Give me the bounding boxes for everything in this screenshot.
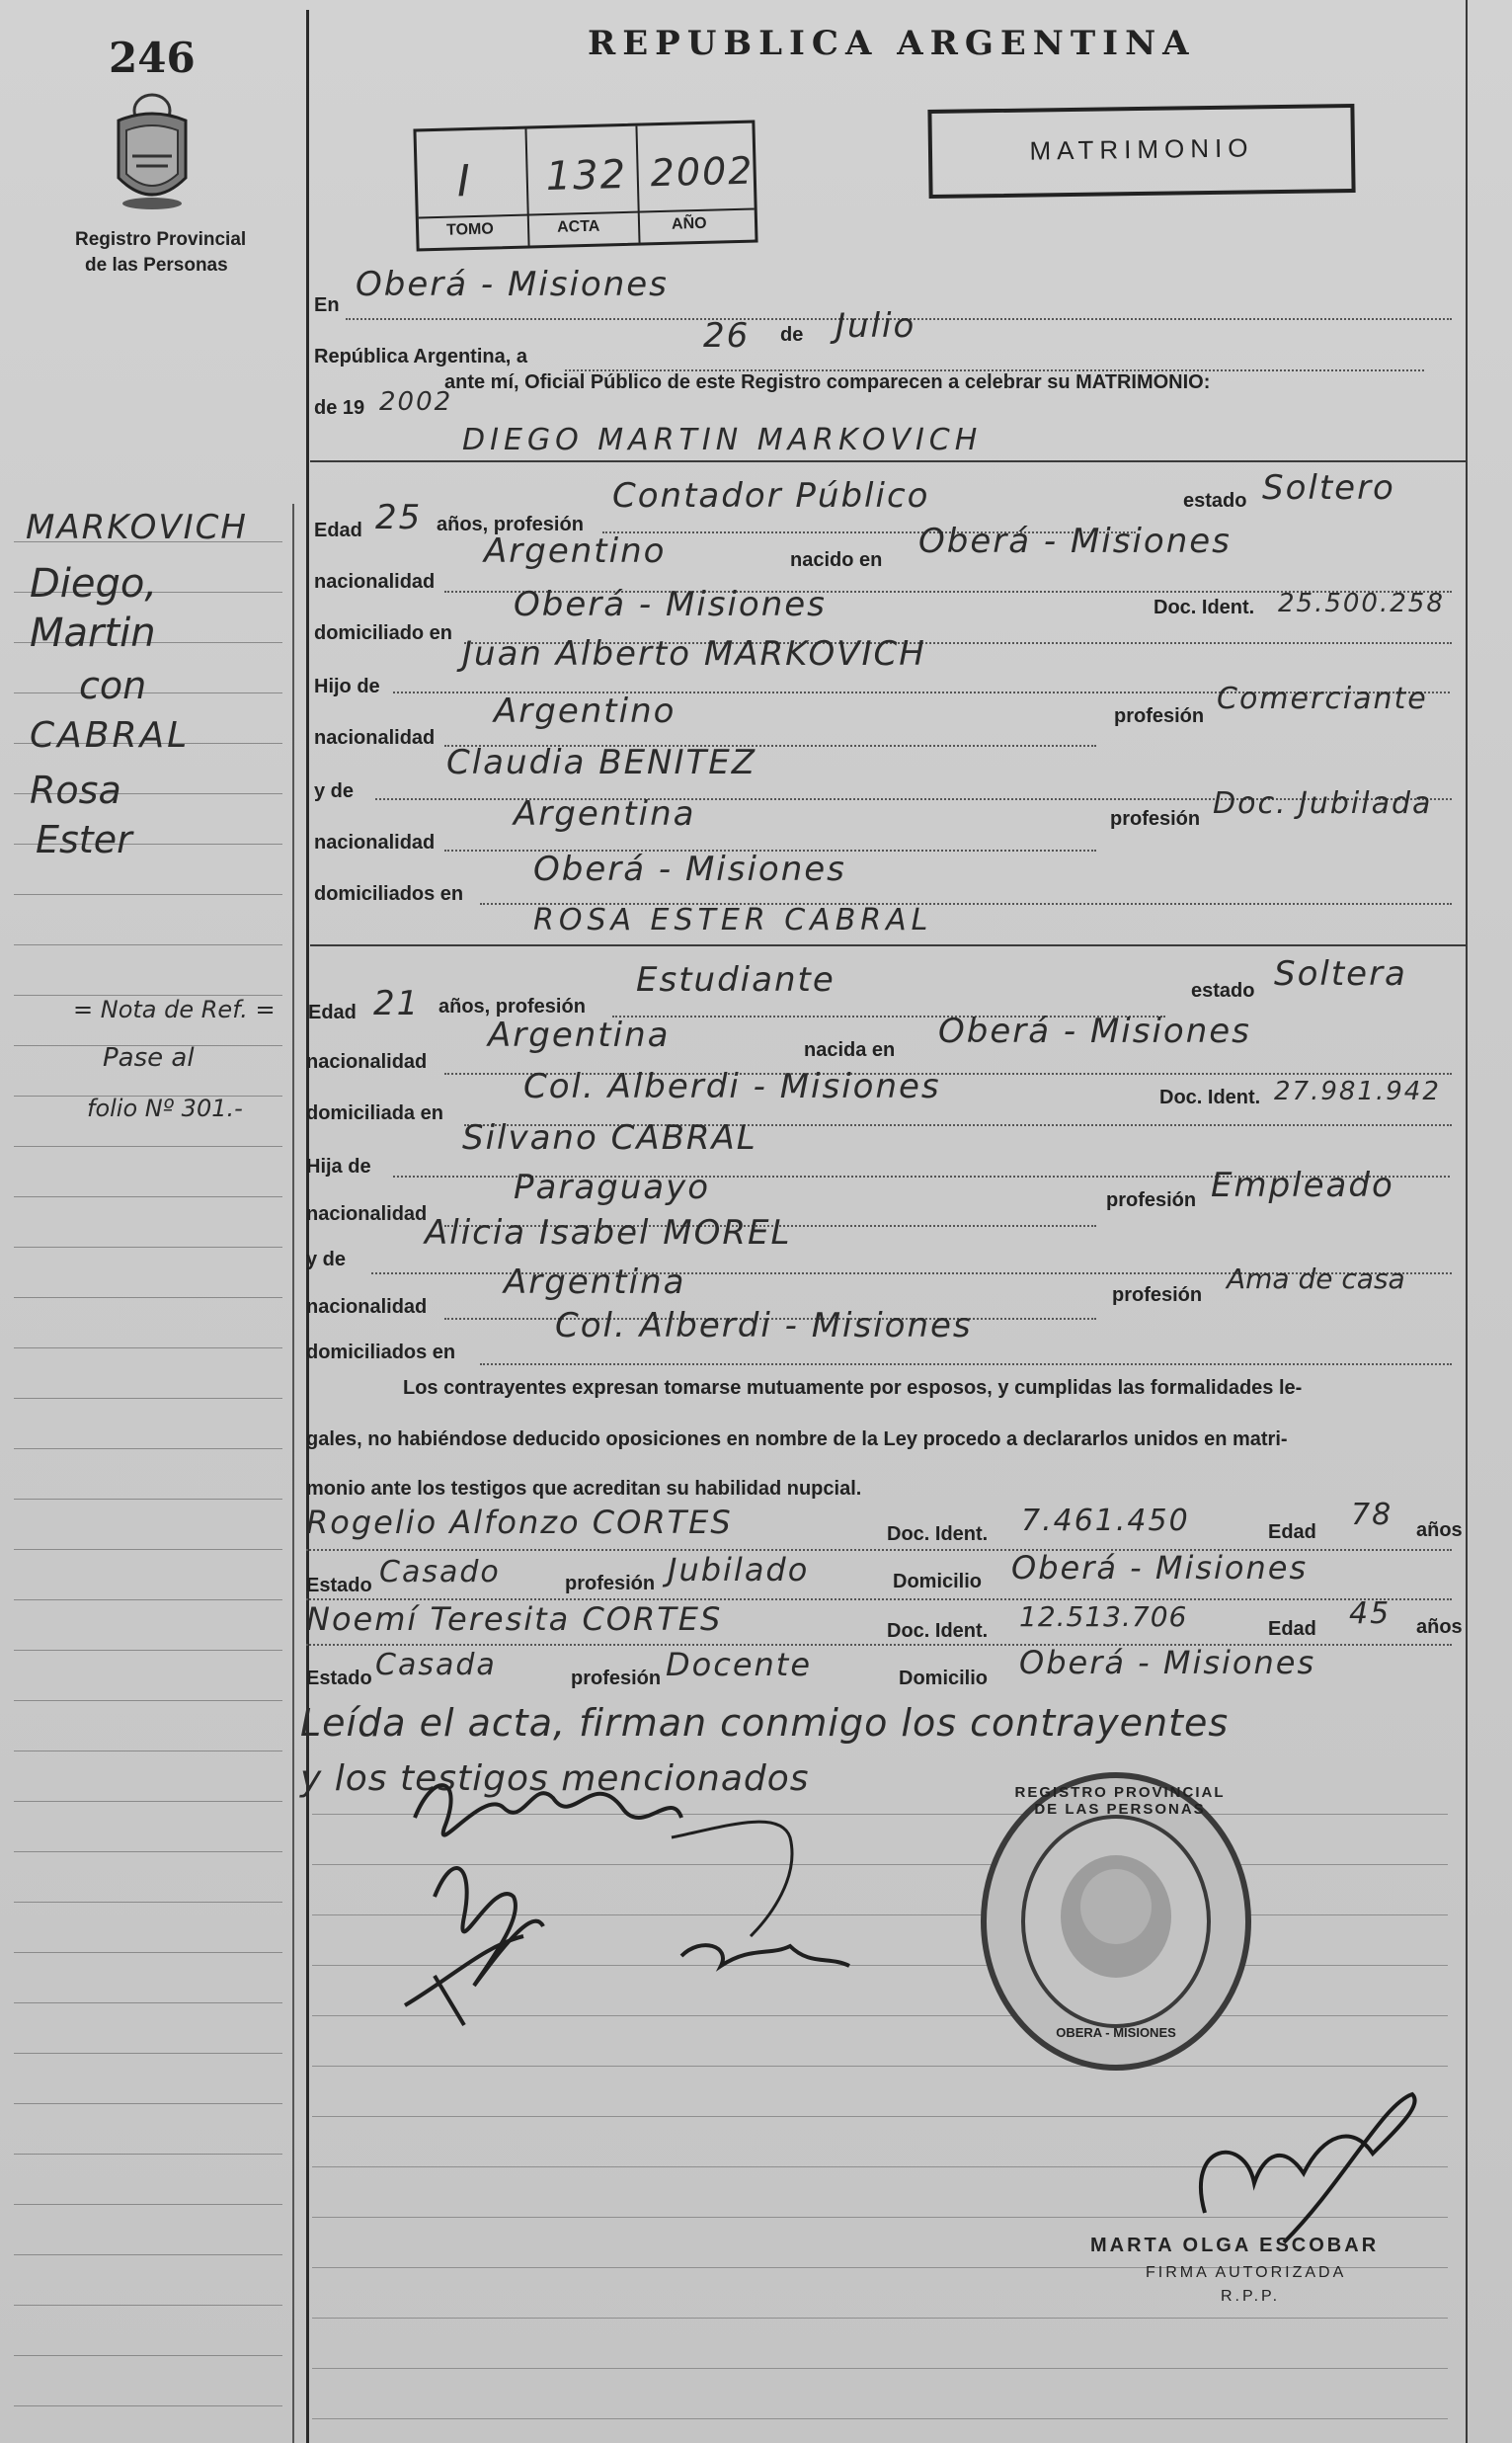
bride-father-nationality: Paraguayo — [514, 1168, 711, 1207]
bride-nationality: Argentina — [488, 1016, 671, 1055]
margin-note-line2: Pase al — [103, 1043, 195, 1073]
bride-father-nac-label: nacionalidad — [306, 1203, 428, 1225]
witness1-anos-label: años — [1416, 1519, 1463, 1541]
margin-rule — [14, 1801, 282, 1802]
reference-box — [413, 120, 757, 251]
official-seal-stamp — [978, 1768, 1254, 2075]
coat-of-arms-emblem — [107, 87, 198, 213]
groom-doc-label: Doc. Ident. — [1154, 597, 1255, 618]
groom-anos-label: años, profesión — [437, 514, 584, 535]
bride-doc: 27.981.942 — [1274, 1077, 1441, 1106]
witness2-estado-label: Estado — [306, 1668, 372, 1689]
witness2-name: Noemí Teresita CORTES — [306, 1600, 723, 1638]
margin-rule — [14, 2204, 282, 2205]
witness2-age: 45 — [1349, 1596, 1392, 1631]
groom-father-profession: Comerciante — [1217, 682, 1428, 716]
witness1-domicile: Oberá - Misiones — [1011, 1549, 1309, 1587]
groom-mother-nationality: Argentina — [514, 794, 696, 834]
republica-label: República Argentina, a — [314, 346, 527, 367]
groom-nationality: Argentino — [484, 531, 667, 571]
witness2-anos-label: años — [1416, 1616, 1463, 1638]
groom-edad-label: Edad — [314, 520, 362, 541]
en-label: En — [314, 294, 340, 316]
officer-registry: R.P.P. — [1221, 2288, 1281, 2305]
bride-yde-label: y de — [306, 1249, 347, 1270]
margin-rule — [14, 1851, 282, 1852]
intro-statement: ante mí, Oficial Público de este Registro comparecen a celebrar su MATRIMONIO: — [444, 371, 1211, 393]
bride-mother-nationality: Argentina — [504, 1262, 686, 1302]
declaration-line2: gales, no habiéndose deducido oposiciones en nombre de la Ley procedo a declararlos unidos en matri- — [306, 1428, 1288, 1450]
groom-birthplace: Oberá - Misiones — [918, 522, 1232, 561]
groom-mother: Claudia BENITEZ — [446, 743, 757, 782]
ano-value: 2002 — [650, 148, 755, 196]
bride-edad-label: Edad — [308, 1002, 357, 1023]
year-prefix: de 19 — [314, 397, 365, 419]
margin-rule — [14, 1448, 282, 1449]
margin-name-line2: Diego, — [30, 561, 158, 607]
margin-name-line6: Rosa — [30, 769, 121, 812]
witness2-edad-label: Edad — [1268, 1618, 1316, 1640]
witness1-prof-label: profesión — [565, 1573, 656, 1594]
acta-value: 132 — [545, 151, 628, 201]
bride-estado-label: estado — [1191, 980, 1255, 1002]
margin-rule — [14, 1196, 282, 1197]
groom-name: DIEGO MARTIN MARKOVICH — [462, 423, 983, 457]
signature-bride — [435, 1868, 543, 1986]
groom-age: 25 — [375, 498, 423, 537]
groom-estado-label: estado — [1183, 490, 1247, 512]
margin-rule — [14, 692, 282, 693]
country-title: REPUBLICA ARGENTINA — [588, 24, 1196, 63]
witness1-doc: 7.461.450 — [1021, 1504, 1190, 1538]
margin-rule — [14, 1297, 282, 1298]
left-inner-border — [292, 504, 294, 2443]
groom-estado: Soltero — [1262, 468, 1395, 508]
bride-father: Silvano CABRAL — [462, 1118, 757, 1158]
document-type-box — [927, 104, 1355, 199]
witness2-doc-label: Doc. Ident. — [887, 1620, 989, 1642]
officer-role: FIRMA AUTORIZADA — [1146, 2264, 1347, 2281]
margin-rule — [14, 1650, 282, 1651]
bride-hija-label: Hija de — [306, 1156, 371, 1178]
witness1-estado: Casado — [379, 1555, 501, 1589]
groom-parents-domicile: Oberá - Misiones — [533, 850, 846, 889]
bride-name: ROSA ESTER CABRAL — [533, 903, 933, 937]
margin-rule — [14, 1902, 282, 1903]
bride-estado: Soltera — [1274, 954, 1407, 994]
margin-rule — [14, 1952, 282, 1953]
bride-doc-label: Doc. Ident. — [1159, 1087, 1261, 1108]
margin-rule — [14, 2305, 282, 2306]
margin-name-line5: CABRAL — [30, 715, 191, 756]
registry-name-line2: de las Personas — [85, 255, 228, 276]
bride-nacida-label: nacida en — [804, 1039, 896, 1061]
bride-profession: Estudiante — [636, 960, 836, 1000]
groom-nac-label: nacionalidad — [314, 571, 436, 593]
margin-rule — [14, 1347, 282, 1348]
declaration-line3: monio ante los testigos que acreditan su habilidad nupcial. — [306, 1478, 862, 1500]
margin-rule — [14, 2002, 282, 2003]
margin-rule — [14, 1247, 282, 1248]
margin-rule — [14, 2103, 282, 2104]
margin-note-line1: = Nota de Ref. = — [73, 996, 276, 1023]
margin-rule — [14, 2405, 282, 2406]
officer-name: MARTA OLGA ESCOBAR — [1090, 2235, 1380, 2256]
page-number: 246 — [109, 34, 196, 82]
signature-groom — [415, 1785, 681, 1834]
bride-mother-profession: Ama de casa — [1227, 1262, 1405, 1295]
margin-rule — [14, 2254, 282, 2255]
date-de-label: de — [780, 324, 804, 346]
margin-name-line4: con — [79, 664, 147, 707]
body-rule — [312, 2368, 1448, 2369]
margin-name-line3: Martin — [30, 611, 156, 656]
registry-name-line1: Registro Provincial — [75, 229, 247, 250]
margin-rule — [14, 1499, 282, 1500]
groom-father-prof-label: profesión — [1114, 705, 1205, 727]
groom-mother-prof-label: profesión — [1110, 808, 1201, 830]
tomo-value: I — [456, 156, 473, 207]
groom-father: Juan Alberto MARKOVICH — [462, 634, 926, 674]
witness1-edad-label: Edad — [1268, 1521, 1316, 1543]
intro-year: 2002 — [379, 387, 453, 417]
groom-domicile: Oberá - Misiones — [514, 585, 827, 624]
bride-father-profession: Empleado — [1211, 1166, 1394, 1205]
bride-parents-dom-line — [480, 1363, 1452, 1365]
margin-rule — [14, 1146, 282, 1147]
intro-day: 26 — [703, 316, 751, 356]
groom-separator — [310, 460, 1466, 462]
margin-name-line1: MARKOVICH — [26, 508, 248, 547]
margin-rule — [14, 1599, 282, 1600]
signature-long-stroke — [672, 1822, 792, 1936]
witness2-doc: 12.513.706 — [1019, 1600, 1188, 1633]
bride-domicile: Col. Alberdi - Misiones — [523, 1067, 941, 1106]
closing-line1: Leída el acta, firman conmigo los contrayentes — [300, 1701, 1230, 1745]
witness2-dom-label: Domicilio — [899, 1668, 989, 1689]
witness1-dom-label: Domicilio — [893, 1571, 983, 1592]
bride-mother-nac-label: nacionalidad — [306, 1296, 428, 1318]
ano-label: AÑO — [671, 214, 707, 233]
groom-mother-profession: Doc. Jubilada — [1213, 786, 1433, 821]
groom-nacido-label: nacido en — [790, 549, 883, 571]
document-type-label: MATRIMONIO — [1029, 132, 1254, 166]
signature-witness1 — [681, 1945, 849, 1966]
bride-mother: Alicia Isabel MOREL — [425, 1213, 792, 1253]
seal-text: REGISTRO PROVINCIAL DE LAS PERSONAS — [1014, 1784, 1226, 1818]
witness2-domicile: Oberá - Misiones — [1019, 1644, 1316, 1681]
officer-signature — [1165, 2065, 1442, 2262]
bride-father-prof-label: profesión — [1106, 1189, 1197, 1211]
witness2-estado: Casada — [375, 1648, 497, 1682]
margin-rule — [14, 944, 282, 945]
intro-month: Julio — [836, 306, 916, 346]
margin-rule — [14, 894, 282, 895]
margin-rule — [14, 1549, 282, 1550]
page-right-border — [1466, 0, 1468, 2443]
tomo-label: TOMO — [445, 220, 495, 239]
margin-rule — [14, 1700, 282, 1701]
groom-doc: 25.500.258 — [1278, 589, 1445, 618]
witness1-profession: Jubilado — [668, 1551, 810, 1588]
witness1-estado-label: Estado — [306, 1575, 372, 1596]
bride-dom-label: domiciliada en — [306, 1102, 443, 1124]
margin-note-line3: folio Nº 301.- — [87, 1095, 243, 1122]
margin-rule — [14, 2355, 282, 2356]
body-rule — [312, 2318, 1448, 2319]
bride-mother-prof-label: profesión — [1112, 1284, 1203, 1306]
intro-place: Oberá - Misiones — [356, 265, 669, 304]
witness1-name: Rogelio Alfonzo CORTES — [306, 1504, 733, 1541]
groom-parents-dom-label: domiciliados en — [314, 883, 464, 905]
groom-profession: Contador Público — [612, 476, 930, 516]
closing-line2: y los testigos mencionados — [300, 1758, 810, 1799]
bride-anos-label: años, profesión — [438, 996, 586, 1018]
witness2-prof-label: profesión — [571, 1668, 662, 1689]
groom-mother-nac-label: nacionalidad — [314, 832, 436, 854]
seal-inner-text: OBERA - MISIONES — [1056, 2025, 1176, 2040]
groom-hijo-label: Hijo de — [314, 676, 380, 697]
body-rule — [312, 2418, 1448, 2419]
bride-birthplace: Oberá - Misiones — [938, 1012, 1251, 1051]
groom-dom-label: domiciliado en — [314, 622, 453, 644]
bride-age: 21 — [373, 984, 421, 1023]
bride-separator — [310, 944, 1466, 946]
signatures — [375, 1749, 928, 2065]
bride-parents-dom-label: domiciliados en — [306, 1342, 456, 1363]
acta-label: ACTA — [556, 217, 600, 236]
signature-witness2 — [405, 1936, 523, 2025]
groom-yde-label: y de — [314, 780, 355, 802]
groom-father-nac-label: nacionalidad — [314, 727, 436, 749]
declaration-line1: Los contrayentes expresan tomarse mutuamente por esposos, y cumplidas las formalidades le- — [403, 1377, 1303, 1399]
bride-parents-domicile: Col. Alberdi - Misiones — [555, 1306, 973, 1345]
margin-name-line7: Ester — [36, 818, 132, 861]
groom-father-nationality: Argentino — [494, 692, 676, 731]
bride-nac-label: nacionalidad — [306, 1051, 428, 1073]
page-left-border — [306, 10, 309, 2443]
margin-rule — [14, 1398, 282, 1399]
witness1-age: 78 — [1351, 1498, 1393, 1532]
margin-rule — [14, 2053, 282, 2054]
witness2-profession: Docente — [666, 1646, 813, 1683]
witness1-doc-label: Doc. Ident. — [887, 1523, 989, 1545]
margin-rule — [14, 2154, 282, 2155]
